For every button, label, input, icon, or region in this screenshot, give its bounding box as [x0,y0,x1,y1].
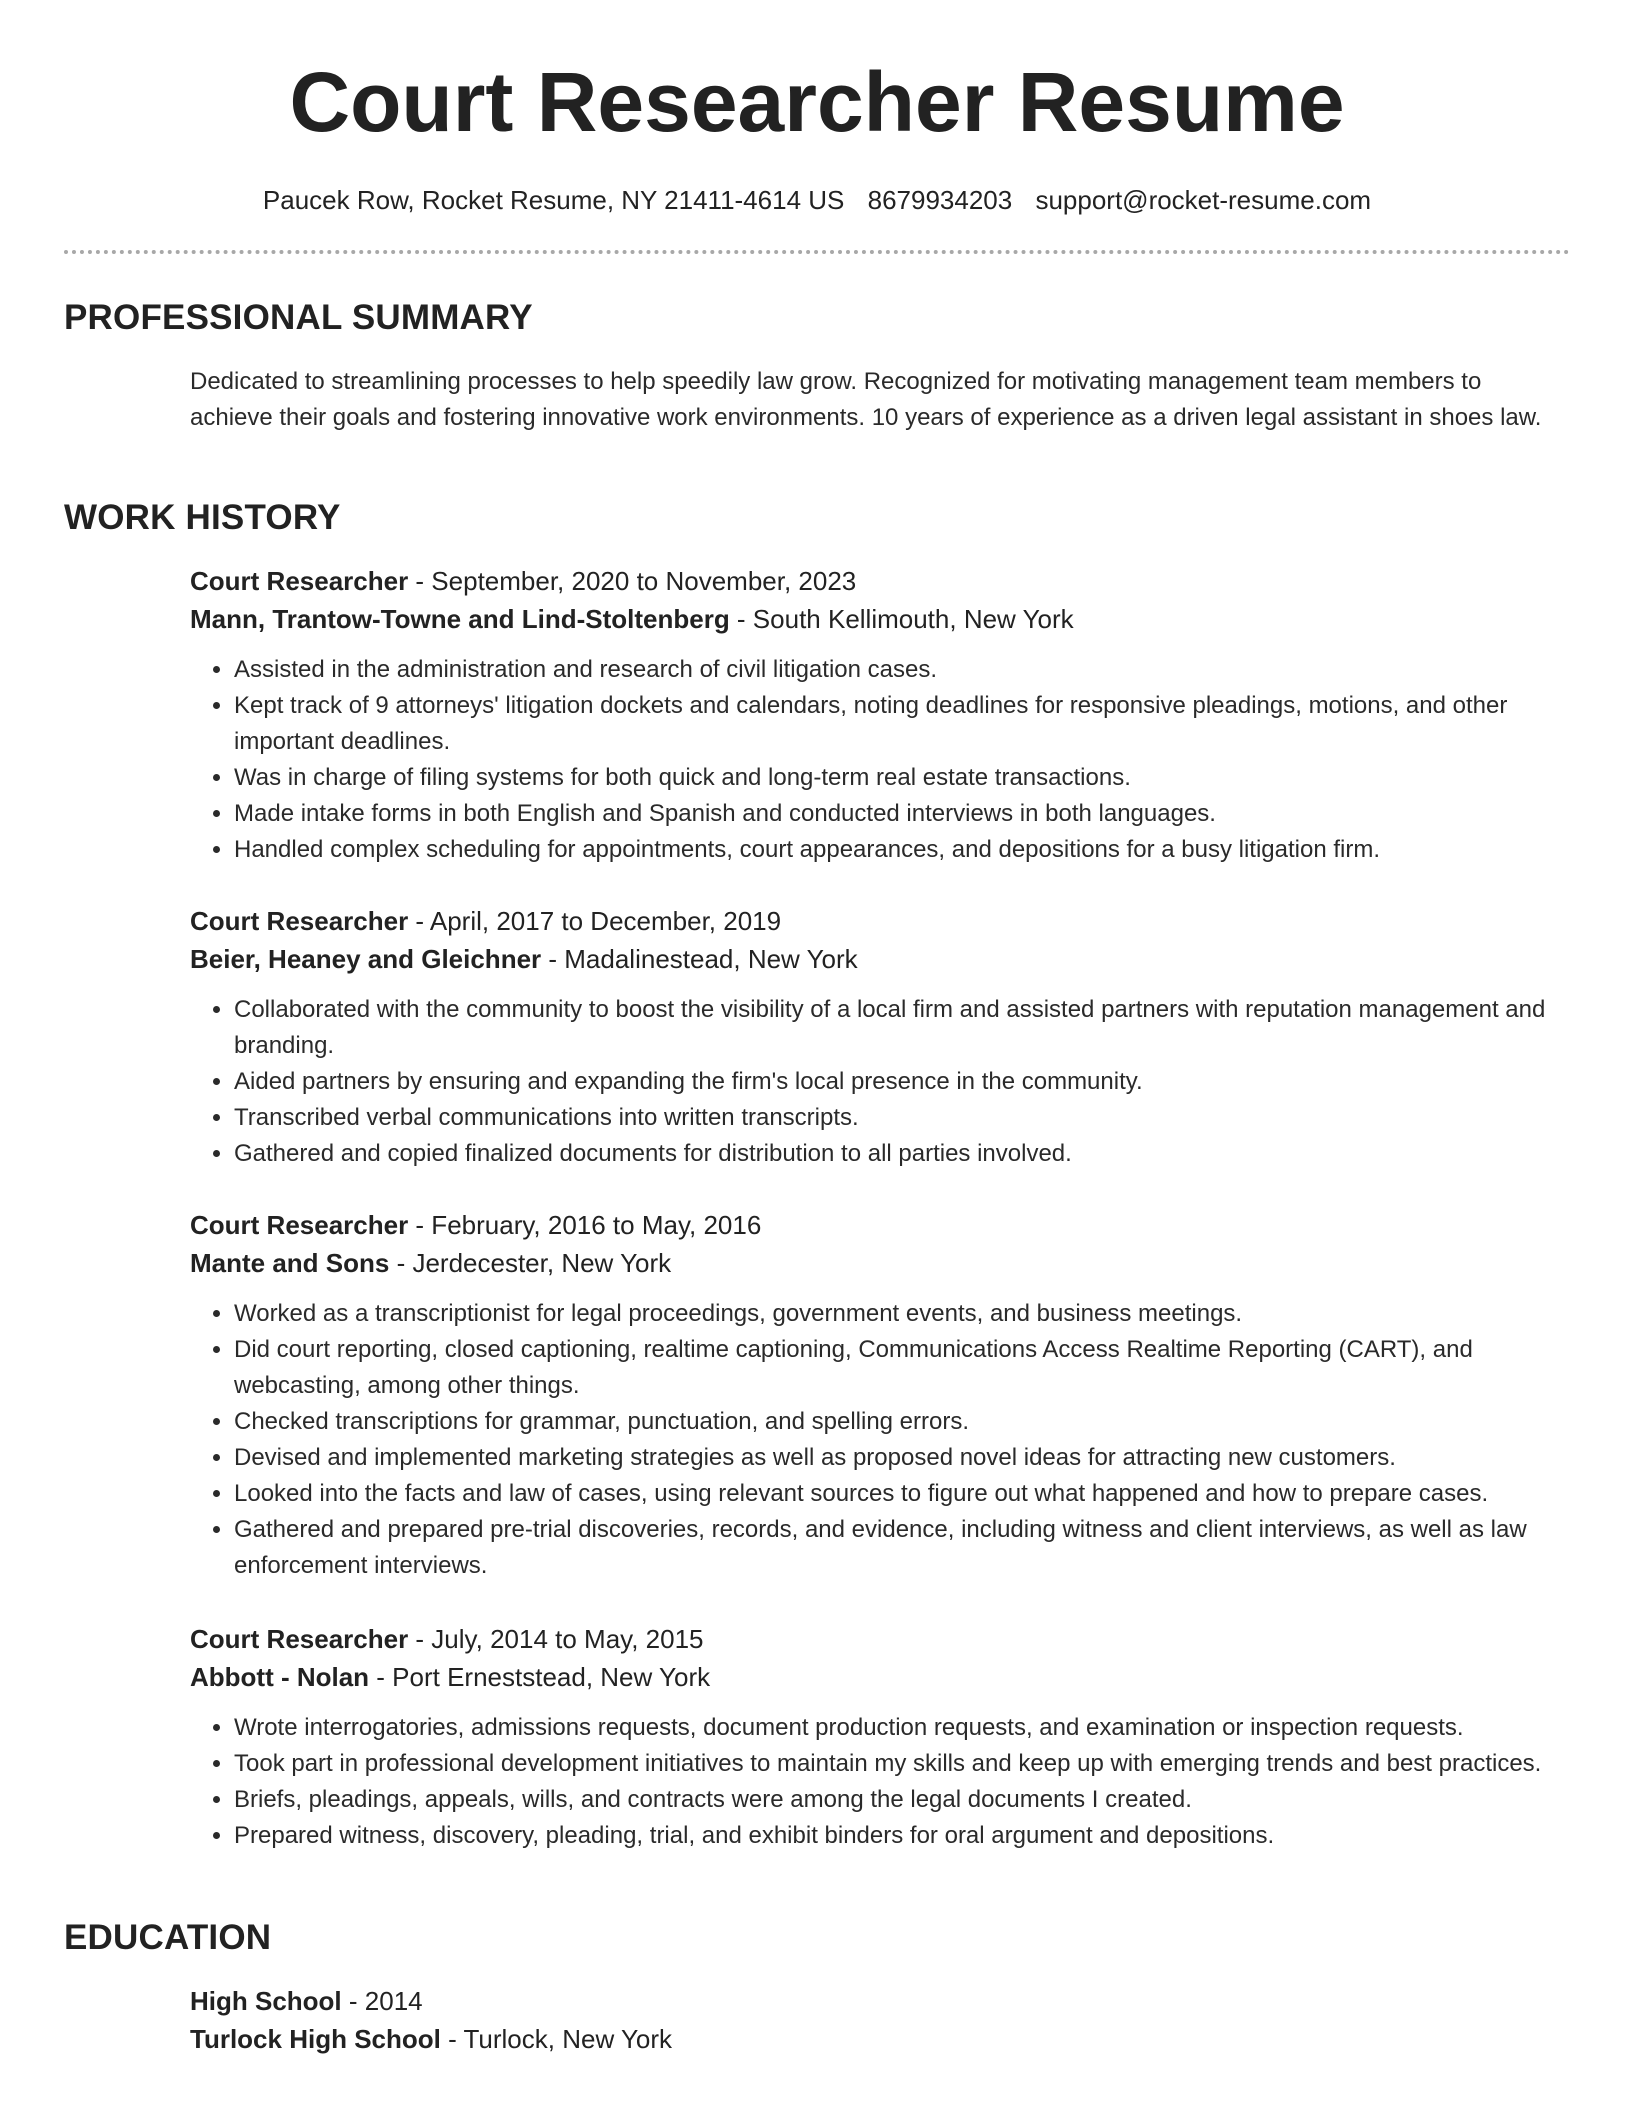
job-bullets [190,992,1570,1172]
job-dates: - February, 2016 to May, 2016 [408,1210,762,1240]
contact-email: support@rocket-resume.com [1035,185,1372,215]
resume-title: Court Researcher Resume [289,55,1345,149]
job-company: Mante and Sons [190,1248,390,1278]
education-degree: High School [190,1986,342,2016]
work-history-heading: WORK HISTORY [64,498,341,537]
job-dates: - April, 2017 to December, 2019 [408,906,782,936]
job-company: Abbott - Nolan [190,1662,370,1692]
job-bullets [190,652,1570,868]
job-bullet: • Was in charge of filing systems for both quick and long-term real estate transactions. [234,760,1570,796]
job-bullet: • Took part in professional development initiatives to maintain my skills and keep up with emerging trends and best practices. [234,1746,1570,1782]
job-bullet: • Checked transcriptions for grammar, punctuation, and spelling errors. [234,1404,1570,1440]
job-title: Court Researcher [190,1624,409,1654]
job-title-line [190,902,1570,940]
job-company: Beier, Heaney and Gleichner [190,944,542,974]
summary-section [190,364,1570,436]
job-company: Mann, Trantow-Towne and Lind-Stoltenberg [190,604,730,634]
job-dates: - July, 2014 to May, 2015 [408,1624,704,1654]
job-company-line [190,1244,1570,1282]
job-bullet: • Assisted in the administration and research of civil litigation cases. [234,652,1570,688]
job-bullet: • Briefs, pleadings, appeals, wills, and contracts were among the legal documents I created. [234,1782,1570,1818]
education-entry [190,1982,1570,2058]
education-school-line [190,2020,1570,2058]
education-location: - Turlock, New York [440,2024,673,2054]
job-bullet: • Gathered and prepared pre-trial discoveries, records, and evidence, including witness and client interviews, as well as law enforcement interviews. [234,1512,1570,1584]
job-bullet: • Collaborated with the community to boost the visibility of a local firm and assisted partners with reputation management and branding. [234,992,1570,1064]
education-school: Turlock High School [190,2024,441,2054]
job-location: - South Kellimouth, New York [729,604,1074,634]
education-degree-line [190,1982,1570,2020]
job-title-line [190,1620,1570,1658]
job-bullet: • Did court reporting, closed captioning, realtime captioning, Communications Access Realtime Reporting (CART), and webcasting, among other things. [234,1332,1570,1404]
job-bullet: • Kept track of 9 attorneys' litigation dockets and calendars, noting deadlines for responsive pleadings, motions, and other important deadlines. [234,688,1570,760]
job-bullet: • Made intake forms in both English and Spanish and conducted interviews in both languages. [234,796,1570,832]
contact-line [64,180,1570,220]
job-location: - Port Erneststead, New York [369,1662,711,1692]
job-bullet: • Wrote interrogatories, admissions requests, document production requests, and examination or inspection requests. [234,1710,1570,1746]
education-heading: EDUCATION [64,1918,272,1957]
job-bullet: • Gathered and copied finalized documents for distribution to all parties involved. [234,1136,1570,1172]
job-title: Court Researcher [190,906,409,936]
job-entry [190,902,1570,1172]
job-location: - Jerdecester, New York [389,1248,672,1278]
contact-address: Paucek Row, Rocket Resume, NY 21411-4614 US [262,185,845,215]
job-entry [190,1206,1570,1584]
job-bullets [190,1710,1570,1854]
header-divider [64,250,1570,254]
contact-phone: 8679934203 [867,185,1013,215]
job-title: Court Researcher [190,566,409,596]
job-entry [190,1620,1570,1854]
education-year: - 2014 [341,1986,423,2016]
job-bullet: • Prepared witness, discovery, pleading, trial, and exhibit binders for oral argument and depositions. [234,1818,1570,1854]
job-dates: - September, 2020 to November, 2023 [408,566,857,596]
job-bullet: • Looked into the facts and law of cases, using relevant sources to figure out what happened and how to prepare cases. [234,1476,1570,1512]
job-entry [190,562,1570,868]
job-bullet: • Devised and implemented marketing strategies as well as proposed novel ideas for attracting new customers. [234,1440,1570,1476]
job-bullet: • Worked as a transcriptionist for legal proceedings, government events, and business meetings. [234,1296,1570,1332]
job-title-line [190,562,1570,600]
job-bullet: • Handled complex scheduling for appointments, court appearances, and depositions for a busy litigation firm. [234,832,1570,868]
job-title-line [190,1206,1570,1244]
job-company-line [190,1658,1570,1696]
job-bullet: • Transcribed verbal communications into written transcripts. [234,1100,1570,1136]
summary-heading: PROFESSIONAL SUMMARY [64,298,533,337]
job-title: Court Researcher [190,1210,409,1240]
job-bullets [190,1296,1570,1584]
job-company-line [190,940,1570,978]
job-company-line [190,600,1570,638]
job-bullet: • Aided partners by ensuring and expanding the firm's local presence in the community. [234,1064,1570,1100]
summary-text: Dedicated to streamlining processes to help speedily law grow. Recognized for motivating management team members to achieve their goals and fostering innovative work environments. 10 years of experience as a driven legal assistant in shoes law. [190,368,1542,431]
job-location: - Madalinestead, New York [541,944,858,974]
